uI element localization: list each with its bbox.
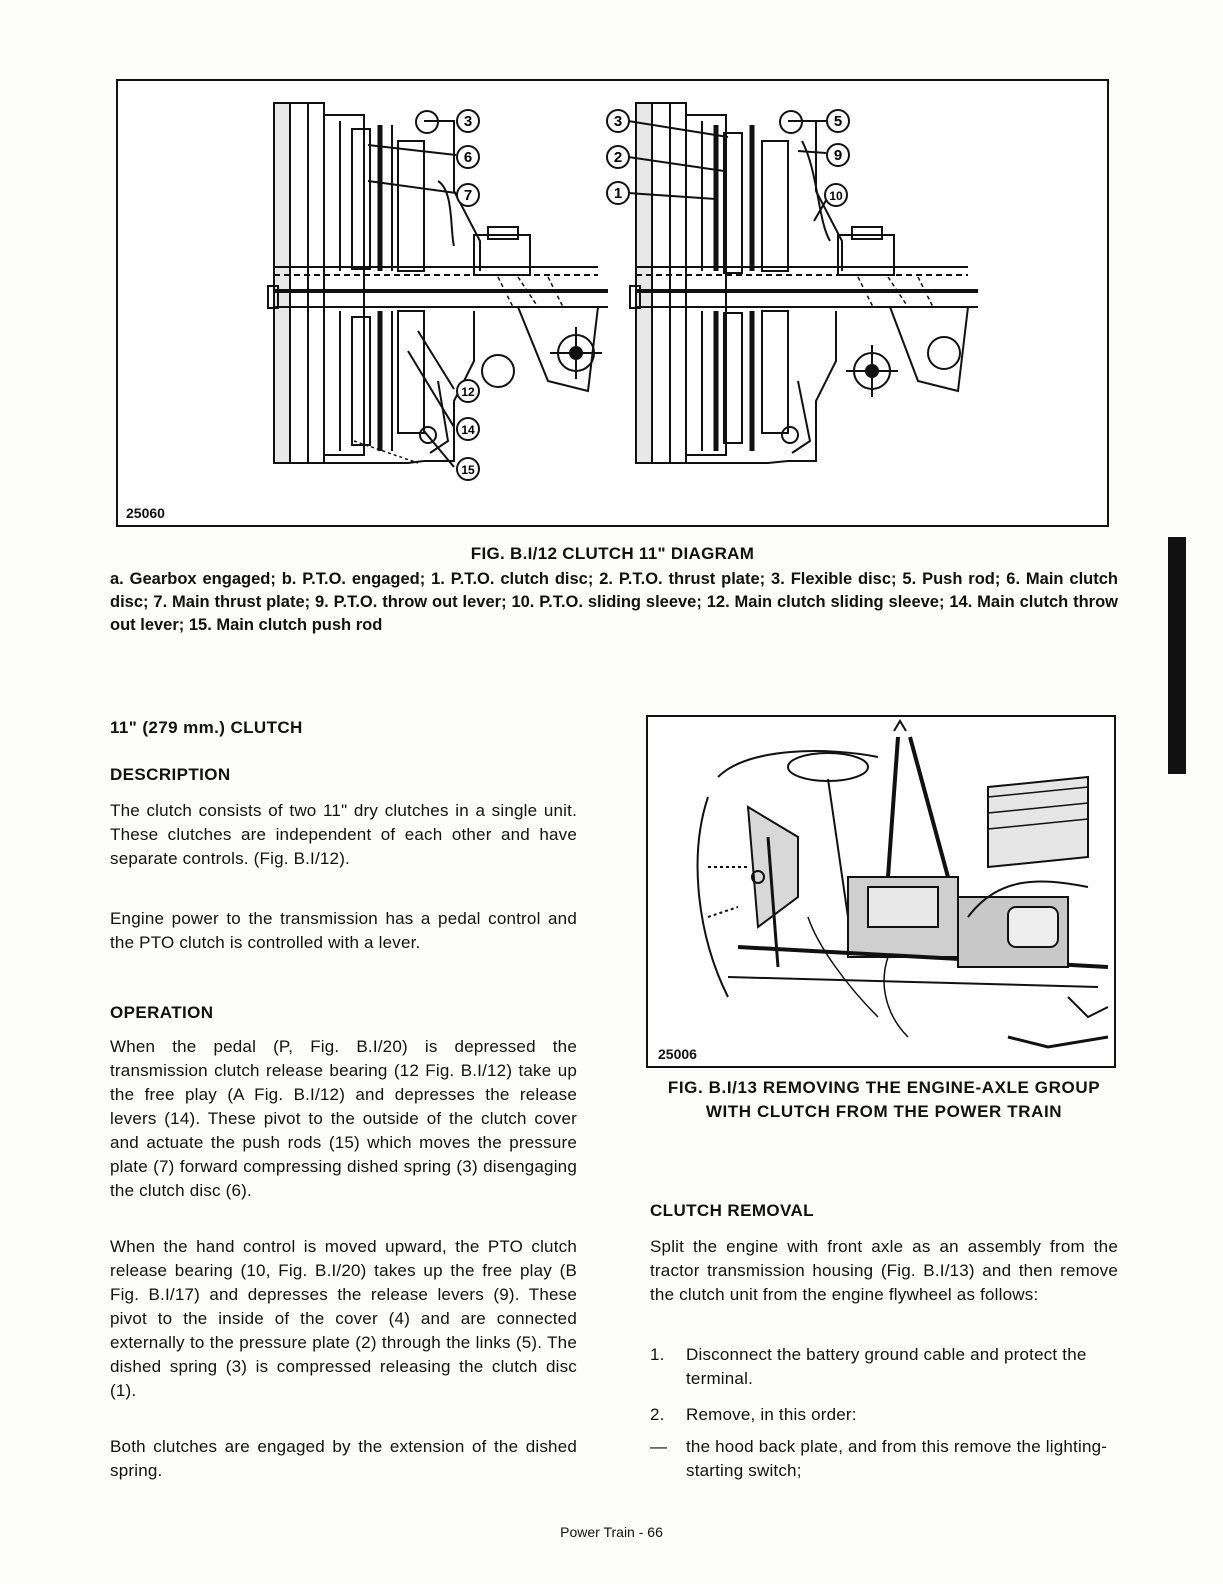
svg-text:3: 3 bbox=[463, 113, 473, 130]
removal-step-2-text: Remove, in this order: bbox=[686, 1405, 857, 1424]
operation-paragraph-3: Both clutches are engaged by the extension of the dished spring. bbox=[110, 1437, 577, 1480]
description-paragraph-2: Engine power to the transmission has a pedal control and the PTO clutch is controlled with a lever. bbox=[110, 909, 577, 952]
description-paragraph-1: The clutch consists of two 11" dry clutches in a single unit. These clutches are independent of each other and have separate controls. (Fig. B.I/12). bbox=[110, 801, 577, 868]
section-title: 11" (279 mm.) CLUTCH bbox=[110, 718, 303, 737]
removal-step-1 bbox=[650, 1343, 1118, 1391]
callout-2-right bbox=[607, 146, 629, 168]
clutch-diagram bbox=[118, 81, 1107, 525]
clutch-diagram-right bbox=[630, 103, 978, 463]
clutch-diagram-left bbox=[268, 103, 608, 463]
callout-12-left bbox=[457, 380, 479, 402]
callout-5-right bbox=[827, 110, 849, 132]
svg-text:12: 12 bbox=[461, 385, 475, 399]
removal-step-1-marker: 1. bbox=[650, 1345, 665, 1364]
callout-3-right bbox=[607, 110, 629, 132]
description-heading: DESCRIPTION bbox=[110, 765, 231, 784]
removal-step-1-text: Disconnect the battery ground cable and protect the terminal. bbox=[686, 1345, 1087, 1388]
callout-10-right bbox=[825, 184, 847, 206]
svg-text:9: 9 bbox=[833, 147, 843, 164]
svg-text:7: 7 bbox=[463, 187, 473, 204]
operation-heading: OPERATION bbox=[110, 1003, 214, 1022]
callout-1-right bbox=[607, 182, 629, 204]
callout-7-left bbox=[457, 184, 479, 206]
figure-13-number: 25006 bbox=[658, 1046, 697, 1062]
page-footer: Power Train - 66 bbox=[560, 1524, 663, 1540]
callout-15-left bbox=[457, 458, 479, 480]
section-thumb-index-bar bbox=[1168, 537, 1186, 774]
svg-text:3: 3 bbox=[613, 113, 623, 130]
figure-12-box bbox=[116, 79, 1109, 527]
svg-text:15: 15 bbox=[461, 463, 475, 477]
removal-step-3 bbox=[650, 1435, 1118, 1483]
callout-6-left bbox=[457, 146, 479, 168]
removal-step-2 bbox=[650, 1403, 1118, 1427]
svg-text:10: 10 bbox=[829, 189, 843, 203]
callout-3-left bbox=[457, 110, 479, 132]
clutch-removal-heading: CLUTCH REMOVAL bbox=[650, 1201, 814, 1220]
figure-12-caption-body: a. Gearbox engaged; b. P.T.O. engaged; 1. P.T.O. clutch disc; 2. P.T.O. thrust plate; 3. Flexible disc; 5. Push rod; 6. Main clutch disc; 7. Main thrust plate; 9. P.T.O. throw out lever; 10. P.T.O. sliding sleeve; 12. Main clutch sliding sleeve; 14. Main clutch throw out lever; 15. Main clutch push rod bbox=[110, 570, 1118, 634]
svg-text:6: 6 bbox=[463, 149, 473, 166]
svg-text:14: 14 bbox=[461, 423, 475, 437]
callouts-left bbox=[457, 110, 479, 480]
removal-step-2-marker: 2. bbox=[650, 1405, 665, 1424]
figure-13-box bbox=[646, 715, 1116, 1068]
clutch-removal-intro: Split the engine with front axle as an assembly from the tractor transmission housing (Fig. B.I/13) and then remove the clutch unit from the engine flywheel as follows: bbox=[650, 1237, 1118, 1304]
removal-step-3-marker: — bbox=[650, 1437, 668, 1456]
svg-text:2: 2 bbox=[613, 149, 623, 166]
operation-paragraph-2: When the hand control is moved upward, the PTO clutch release bearing (10, Fig. B.I/20) takes up the free play (B Fig. B.I/17) and depresses the release levers (9). These pivot to the inside of the cover (4) and are connected externally to the pressure plate (2) through the links (5). The dished spring (3) is compressed releasing the clutch disc (1). bbox=[110, 1237, 577, 1400]
removal-step-3-text: the hood back plate, and from this remove the lighting-starting switch; bbox=[686, 1437, 1108, 1480]
operation-paragraph-1: When the pedal (P, Fig. B.I/20) is depressed the transmission clutch release bearing (12 Fig. B.I/12) take up the free play (A Fig. B.I/12) and depresses the release levers (14). These pivot to the outside of the clutch cover and actuate the push rods (15) which moves the pressure plate (7) forward compressing dished spring (3) disengaging the clutch disc (6). bbox=[110, 1037, 577, 1200]
tractor-split-illustration bbox=[648, 717, 1114, 1066]
figure-13-caption: FIG. B.I/13 REMOVING THE ENGINE-AXLE GROUP WITH CLUTCH FROM THE POWER TRAIN bbox=[667, 1078, 1101, 1121]
callout-9-right bbox=[827, 144, 849, 166]
svg-text:1: 1 bbox=[613, 185, 623, 202]
callout-14-left bbox=[457, 418, 479, 440]
figure-12-number: 25060 bbox=[126, 505, 165, 521]
figure-12-caption-title: FIG. B.I/12 CLUTCH 11" DIAGRAM bbox=[470, 544, 755, 563]
svg-text:5: 5 bbox=[833, 113, 843, 130]
